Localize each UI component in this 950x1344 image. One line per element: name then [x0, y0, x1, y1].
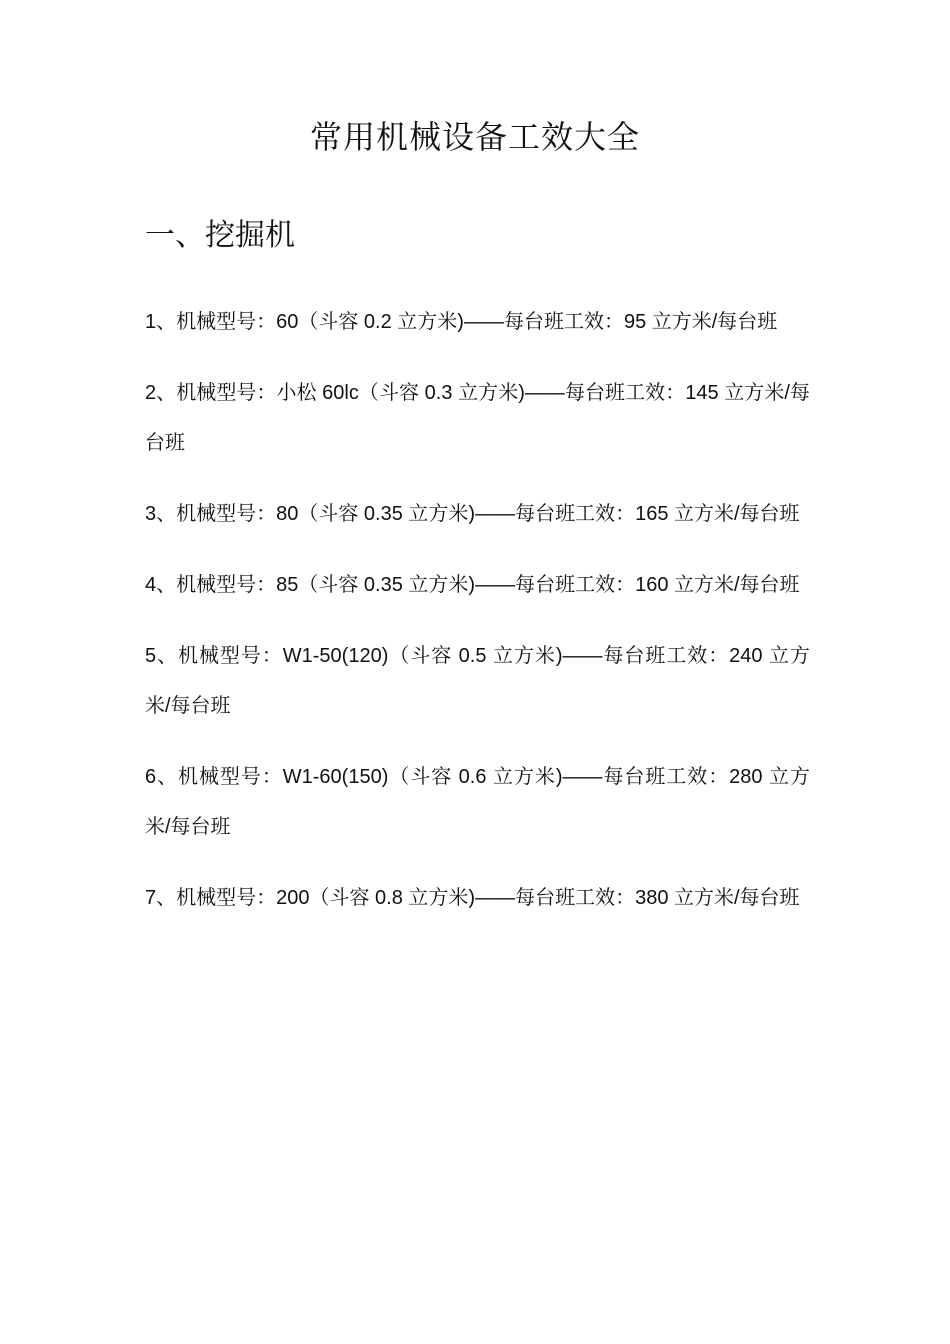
document-title: 常用机械设备工效大全 — [309, 118, 640, 156]
spec-item-2: 2、机械型号：小松 60lc（斗容 0.3 立方米)——每台班工效：145 立方米/每台班 — [145, 382, 810, 454]
spec-item-4: 4、机械型号：85（斗容 0.35 立方米)——每台班工效：160 立方米/每台班 — [145, 574, 800, 596]
section-heading-excavator: 一、挖掘机 — [145, 218, 295, 253]
spec-item-3: 3、机械型号：80（斗容 0.35 立方米)——每台班工效：165 立方米/每台班 — [145, 503, 800, 525]
excavator-spec-list — [145, 297, 810, 944]
spec-item-1: 1、机械型号：60（斗容 0.2 立方米)——每台班工效：95 立方米/每台班 — [145, 311, 778, 333]
spec-item-5: 5、机械型号：W1-50(120)（斗容 0.5 立方米)——每台班工效：240 立方米/每台班 — [145, 645, 810, 717]
spec-item-6: 6、机械型号：W1-60(150)（斗容 0.6 立方米)——每台班工效：280 立方米/每台班 — [145, 766, 810, 838]
spec-item-7: 7、机械型号：200（斗容 0.8 立方米)——每台班工效：380 立方米/每台班 — [145, 887, 800, 909]
